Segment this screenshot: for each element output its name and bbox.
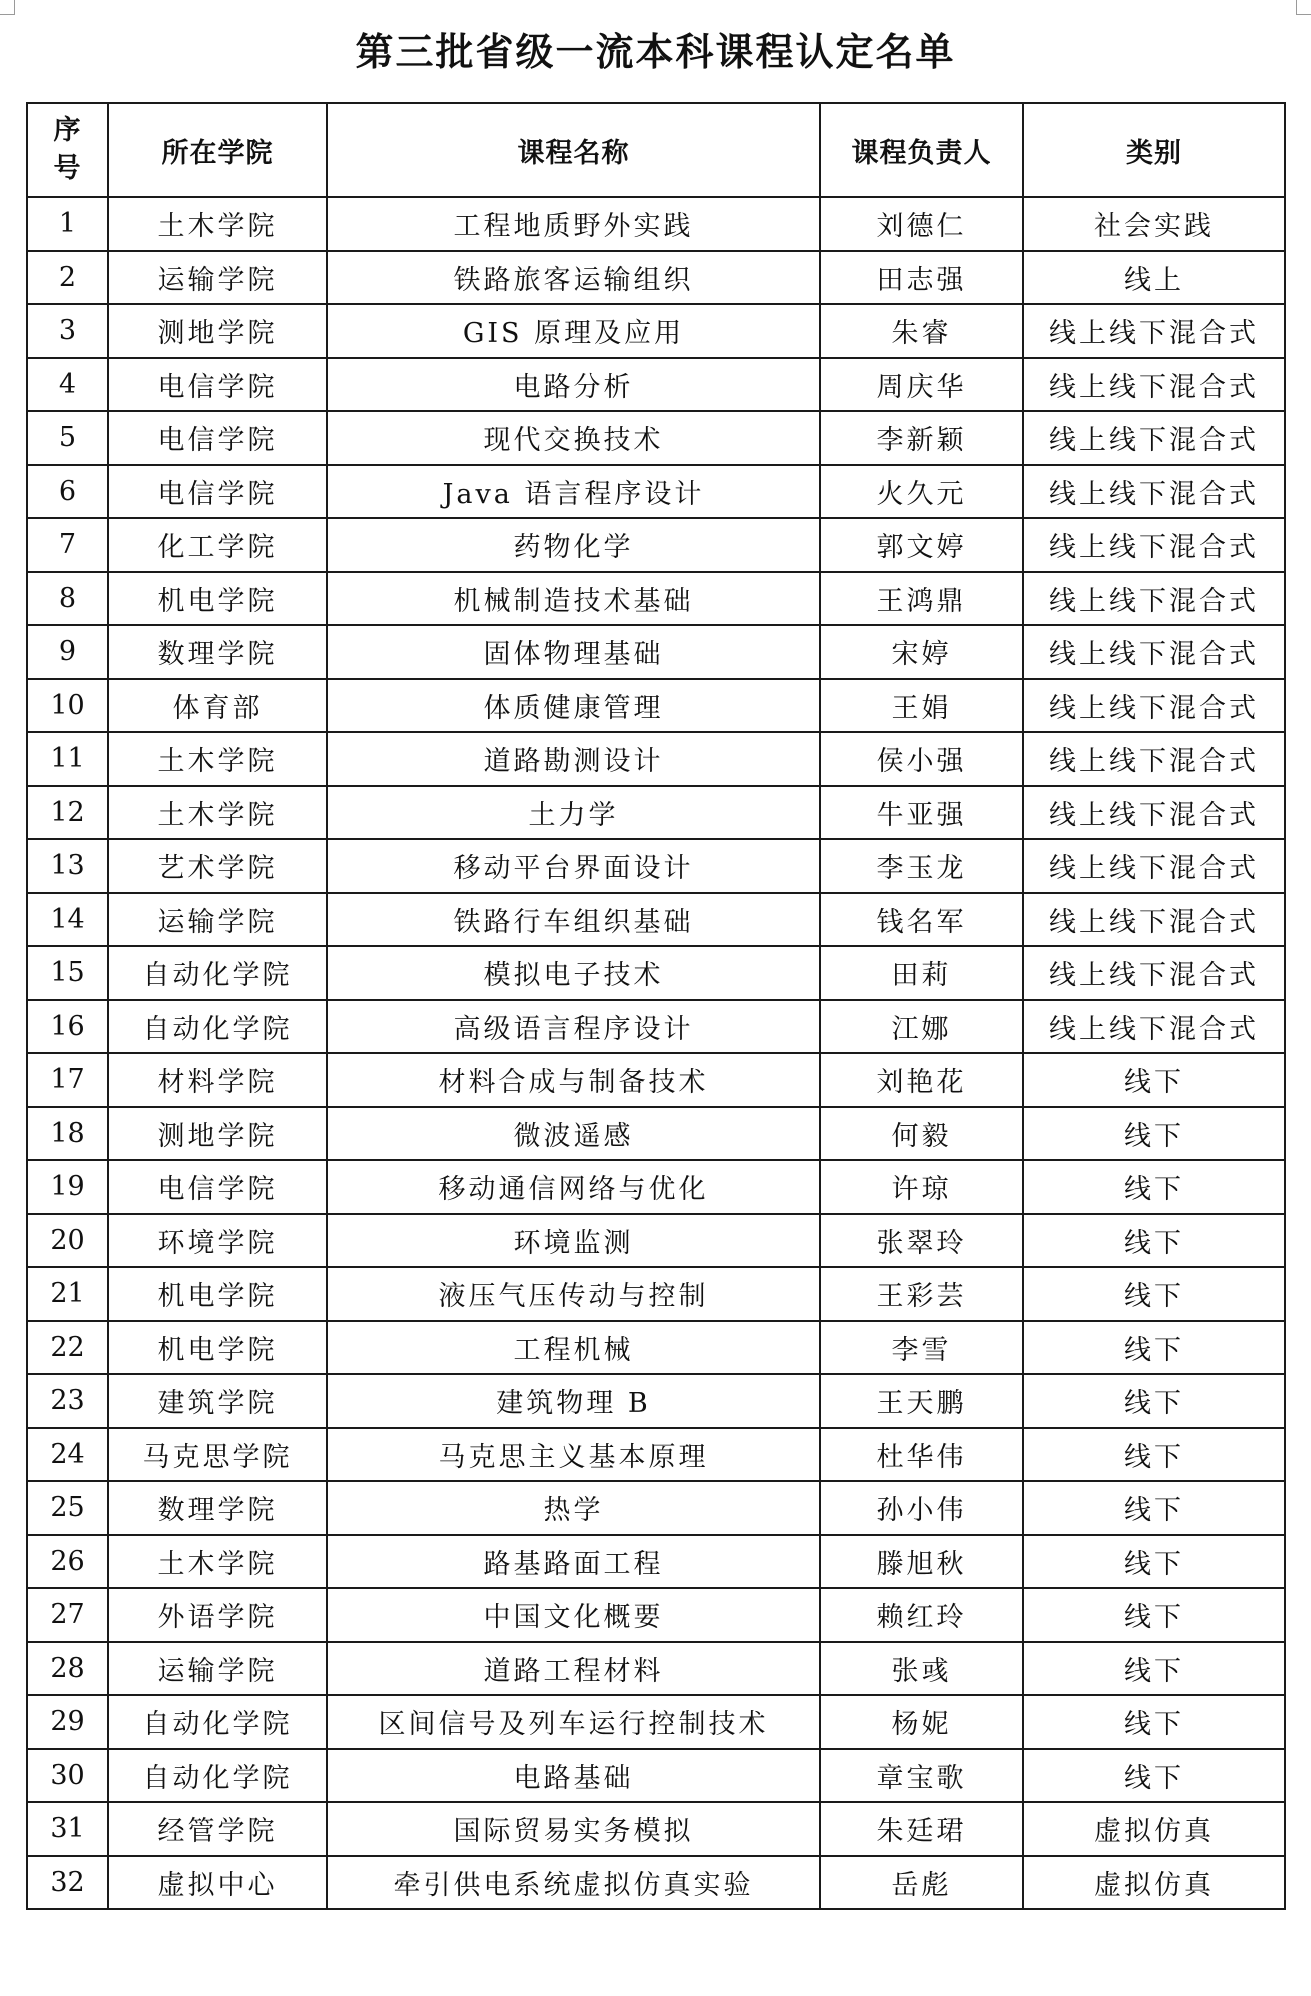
cell-category: 虚拟仿真 <box>1023 1856 1285 1910</box>
cell-category: 线下 <box>1023 1267 1285 1321</box>
table-row <box>27 1267 1285 1321</box>
table-row <box>27 1107 1285 1161</box>
cell-leader: 何毅 <box>820 1107 1023 1161</box>
cell-college: 运输学院 <box>108 1642 327 1696</box>
table-row <box>27 1481 1285 1535</box>
cell-leader: 刘德仁 <box>820 197 1023 251</box>
cell-college: 马克思学院 <box>108 1428 327 1482</box>
table-row <box>27 572 1285 626</box>
cell-index: 26 <box>27 1535 108 1589</box>
table-row <box>27 518 1285 572</box>
cell-category: 线上线下混合式 <box>1023 625 1285 679</box>
cell-college: 自动化学院 <box>108 1749 327 1803</box>
cell-college: 运输学院 <box>108 251 327 305</box>
table-row <box>27 1428 1285 1482</box>
column-header-leader: 课程负责人 <box>820 103 1023 197</box>
table-row <box>27 786 1285 840</box>
table-row <box>27 732 1285 786</box>
column-header-index <box>27 103 108 197</box>
cell-leader: 杜华伟 <box>820 1428 1023 1482</box>
cell-course: 中国文化概要 <box>327 1588 820 1642</box>
cell-index: 6 <box>27 465 108 519</box>
cell-college: 电信学院 <box>108 411 327 465</box>
cell-leader: 李雪 <box>820 1321 1023 1375</box>
cell-course: 移动平台界面设计 <box>327 839 820 893</box>
cell-course: 现代交换技术 <box>327 411 820 465</box>
cell-college: 电信学院 <box>108 1160 327 1214</box>
cell-leader: 王娟 <box>820 679 1023 733</box>
cell-college: 化工学院 <box>108 518 327 572</box>
cell-category: 线下 <box>1023 1428 1285 1482</box>
cell-course: 工程地质野外实践 <box>327 197 820 251</box>
table-row <box>27 1856 1285 1910</box>
cell-leader: 牛亚强 <box>820 786 1023 840</box>
cell-index: 23 <box>27 1374 108 1428</box>
cell-course: 高级语言程序设计 <box>327 1000 820 1054</box>
cell-index: 2 <box>27 251 108 305</box>
cell-leader: 宋婷 <box>820 625 1023 679</box>
cell-index: 31 <box>27 1802 108 1856</box>
table-row <box>27 1749 1285 1803</box>
table-row <box>27 839 1285 893</box>
cell-index: 32 <box>27 1856 108 1910</box>
cell-category: 线上线下混合式 <box>1023 518 1285 572</box>
cell-course: 电路基础 <box>327 1749 820 1803</box>
cell-leader: 钱名军 <box>820 893 1023 947</box>
cell-index: 25 <box>27 1481 108 1535</box>
table-row <box>27 465 1285 519</box>
cell-index: 11 <box>27 732 108 786</box>
column-header-college: 所在学院 <box>108 103 327 197</box>
cell-college: 电信学院 <box>108 358 327 412</box>
cell-leader: 张翠玲 <box>820 1214 1023 1268</box>
cell-course: 电路分析 <box>327 358 820 412</box>
cell-course: 体质健康管理 <box>327 679 820 733</box>
cell-course: 材料合成与制备技术 <box>327 1053 820 1107</box>
cell-category: 线下 <box>1023 1481 1285 1535</box>
cell-course: GIS 原理及应用 <box>327 304 820 358</box>
cell-course: 固体物理基础 <box>327 625 820 679</box>
cell-college: 建筑学院 <box>108 1374 327 1428</box>
cell-college: 电信学院 <box>108 465 327 519</box>
cell-index: 9 <box>27 625 108 679</box>
table-row <box>27 1374 1285 1428</box>
cell-category: 线下 <box>1023 1214 1285 1268</box>
cell-leader: 王鸿鼎 <box>820 572 1023 626</box>
cell-college: 机电学院 <box>108 1321 327 1375</box>
cell-course: 药物化学 <box>327 518 820 572</box>
cell-course: 建筑物理 B <box>327 1374 820 1428</box>
cell-college: 数理学院 <box>108 1481 327 1535</box>
table-row <box>27 625 1285 679</box>
table-header-row <box>27 103 1285 197</box>
cell-course: 热学 <box>327 1481 820 1535</box>
cell-category: 线上线下混合式 <box>1023 304 1285 358</box>
cell-leader: 田莉 <box>820 946 1023 1000</box>
cell-category: 线上线下混合式 <box>1023 572 1285 626</box>
cell-category: 线上线下混合式 <box>1023 893 1285 947</box>
cell-index: 20 <box>27 1214 108 1268</box>
cell-index: 13 <box>27 839 108 893</box>
page-title: 第三批省级一流本科课程认定名单 <box>355 29 956 74</box>
cell-leader: 朱睿 <box>820 304 1023 358</box>
cell-index: 19 <box>27 1160 108 1214</box>
cell-index: 16 <box>27 1000 108 1054</box>
cell-college: 土木学院 <box>108 732 327 786</box>
cell-college: 体育部 <box>108 679 327 733</box>
table-row <box>27 679 1285 733</box>
column-header-index-line1: 序 <box>53 115 82 146</box>
column-header-category: 类别 <box>1023 103 1285 197</box>
cell-index: 12 <box>27 786 108 840</box>
cell-category: 线下 <box>1023 1107 1285 1161</box>
table-row <box>27 1642 1285 1696</box>
cell-category: 线下 <box>1023 1695 1285 1749</box>
cell-course: 移动通信网络与优化 <box>327 1160 820 1214</box>
table-row <box>27 1802 1285 1856</box>
table-row <box>27 1214 1285 1268</box>
page-corner-mark-right <box>1296 0 1311 15</box>
cell-college: 自动化学院 <box>108 1000 327 1054</box>
cell-college: 测地学院 <box>108 304 327 358</box>
cell-leader: 江娜 <box>820 1000 1023 1054</box>
cell-category: 线下 <box>1023 1053 1285 1107</box>
cell-course: 道路勘测设计 <box>327 732 820 786</box>
cell-leader: 周庆华 <box>820 358 1023 412</box>
cell-leader: 李新颖 <box>820 411 1023 465</box>
table-row <box>27 411 1285 465</box>
cell-category: 线下 <box>1023 1535 1285 1589</box>
cell-college: 测地学院 <box>108 1107 327 1161</box>
cell-index: 15 <box>27 946 108 1000</box>
cell-college: 土木学院 <box>108 197 327 251</box>
cell-category: 线下 <box>1023 1160 1285 1214</box>
cell-course: 区间信号及列车运行控制技术 <box>327 1695 820 1749</box>
page-corner-mark-left <box>0 0 15 15</box>
cell-leader: 赖红玲 <box>820 1588 1023 1642</box>
cell-college: 土木学院 <box>108 786 327 840</box>
cell-index: 1 <box>27 197 108 251</box>
cell-leader: 张彧 <box>820 1642 1023 1696</box>
cell-leader: 孙小伟 <box>820 1481 1023 1535</box>
cell-leader: 田志强 <box>820 251 1023 305</box>
cell-index: 4 <box>27 358 108 412</box>
cell-leader: 滕旭秋 <box>820 1535 1023 1589</box>
cell-course: 路基路面工程 <box>327 1535 820 1589</box>
table-row <box>27 1053 1285 1107</box>
column-header-index-line2: 号 <box>53 153 82 184</box>
cell-course: 土力学 <box>327 786 820 840</box>
cell-leader: 王彩芸 <box>820 1267 1023 1321</box>
table-row <box>27 1695 1285 1749</box>
cell-category: 线下 <box>1023 1588 1285 1642</box>
cell-index: 27 <box>27 1588 108 1642</box>
cell-leader: 章宝歌 <box>820 1749 1023 1803</box>
table-body <box>27 197 1285 1909</box>
cell-index: 10 <box>27 679 108 733</box>
cell-index: 17 <box>27 1053 108 1107</box>
cell-college: 经管学院 <box>108 1802 327 1856</box>
cell-index: 8 <box>27 572 108 626</box>
cell-leader: 岳彪 <box>820 1856 1023 1910</box>
cell-category: 线上线下混合式 <box>1023 732 1285 786</box>
table-row <box>27 304 1285 358</box>
cell-category: 线下 <box>1023 1749 1285 1803</box>
cell-index: 3 <box>27 304 108 358</box>
cell-college: 机电学院 <box>108 1267 327 1321</box>
cell-category: 线上线下混合式 <box>1023 465 1285 519</box>
cell-college: 外语学院 <box>108 1588 327 1642</box>
cell-course: Java 语言程序设计 <box>327 465 820 519</box>
cell-category: 线上线下混合式 <box>1023 839 1285 893</box>
cell-index: 24 <box>27 1428 108 1482</box>
table-row <box>27 946 1285 1000</box>
cell-course: 液压气压传动与控制 <box>327 1267 820 1321</box>
cell-category: 线上线下混合式 <box>1023 786 1285 840</box>
cell-leader: 许琼 <box>820 1160 1023 1214</box>
cell-course: 微波遥感 <box>327 1107 820 1161</box>
cell-index: 29 <box>27 1695 108 1749</box>
cell-course: 铁路旅客运输组织 <box>327 251 820 305</box>
cell-college: 运输学院 <box>108 893 327 947</box>
cell-leader: 朱廷珺 <box>820 1802 1023 1856</box>
cell-course: 工程机械 <box>327 1321 820 1375</box>
table-row <box>27 893 1285 947</box>
cell-category: 社会实践 <box>1023 197 1285 251</box>
cell-course: 环境监测 <box>327 1214 820 1268</box>
table-row <box>27 1321 1285 1375</box>
table-row <box>27 1535 1285 1589</box>
cell-index: 18 <box>27 1107 108 1161</box>
cell-category: 线下 <box>1023 1321 1285 1375</box>
cell-category: 线上线下混合式 <box>1023 946 1285 1000</box>
cell-course: 机械制造技术基础 <box>327 572 820 626</box>
cell-course: 国际贸易实务模拟 <box>327 1802 820 1856</box>
cell-category: 线下 <box>1023 1642 1285 1696</box>
cell-course: 道路工程材料 <box>327 1642 820 1696</box>
cell-course: 铁路行车组织基础 <box>327 893 820 947</box>
cell-category: 线上线下混合式 <box>1023 1000 1285 1054</box>
cell-leader: 刘艳花 <box>820 1053 1023 1107</box>
cell-college: 自动化学院 <box>108 946 327 1000</box>
table-row <box>27 1160 1285 1214</box>
cell-index: 7 <box>27 518 108 572</box>
cell-index: 22 <box>27 1321 108 1375</box>
cell-course: 牵引供电系统虚拟仿真实验 <box>327 1856 820 1910</box>
cell-category: 线上 <box>1023 251 1285 305</box>
column-header-course: 课程名称 <box>327 103 820 197</box>
cell-college: 材料学院 <box>108 1053 327 1107</box>
cell-index: 14 <box>27 893 108 947</box>
cell-index: 28 <box>27 1642 108 1696</box>
cell-index: 30 <box>27 1749 108 1803</box>
cell-college: 数理学院 <box>108 625 327 679</box>
cell-category: 线上线下混合式 <box>1023 358 1285 412</box>
cell-leader: 王天鹏 <box>820 1374 1023 1428</box>
cell-college: 自动化学院 <box>108 1695 327 1749</box>
cell-course: 模拟电子技术 <box>327 946 820 1000</box>
cell-college: 机电学院 <box>108 572 327 626</box>
cell-college: 土木学院 <box>108 1535 327 1589</box>
cell-category: 线下 <box>1023 1374 1285 1428</box>
table-row <box>27 197 1285 251</box>
cell-leader: 郭文婷 <box>820 518 1023 572</box>
course-table <box>26 102 1286 1910</box>
cell-index: 21 <box>27 1267 108 1321</box>
table-row <box>27 251 1285 305</box>
cell-college: 环境学院 <box>108 1214 327 1268</box>
cell-category: 虚拟仿真 <box>1023 1802 1285 1856</box>
cell-leader: 火久元 <box>820 465 1023 519</box>
table-row <box>27 1588 1285 1642</box>
cell-course: 马克思主义基本原理 <box>327 1428 820 1482</box>
table-row <box>27 1000 1285 1054</box>
table-row <box>27 358 1285 412</box>
cell-index: 5 <box>27 411 108 465</box>
cell-college: 虚拟中心 <box>108 1856 327 1910</box>
cell-leader: 李玉龙 <box>820 839 1023 893</box>
cell-category: 线上线下混合式 <box>1023 411 1285 465</box>
cell-leader: 杨妮 <box>820 1695 1023 1749</box>
cell-college: 艺术学院 <box>108 839 327 893</box>
cell-leader: 侯小强 <box>820 732 1023 786</box>
cell-category: 线上线下混合式 <box>1023 679 1285 733</box>
